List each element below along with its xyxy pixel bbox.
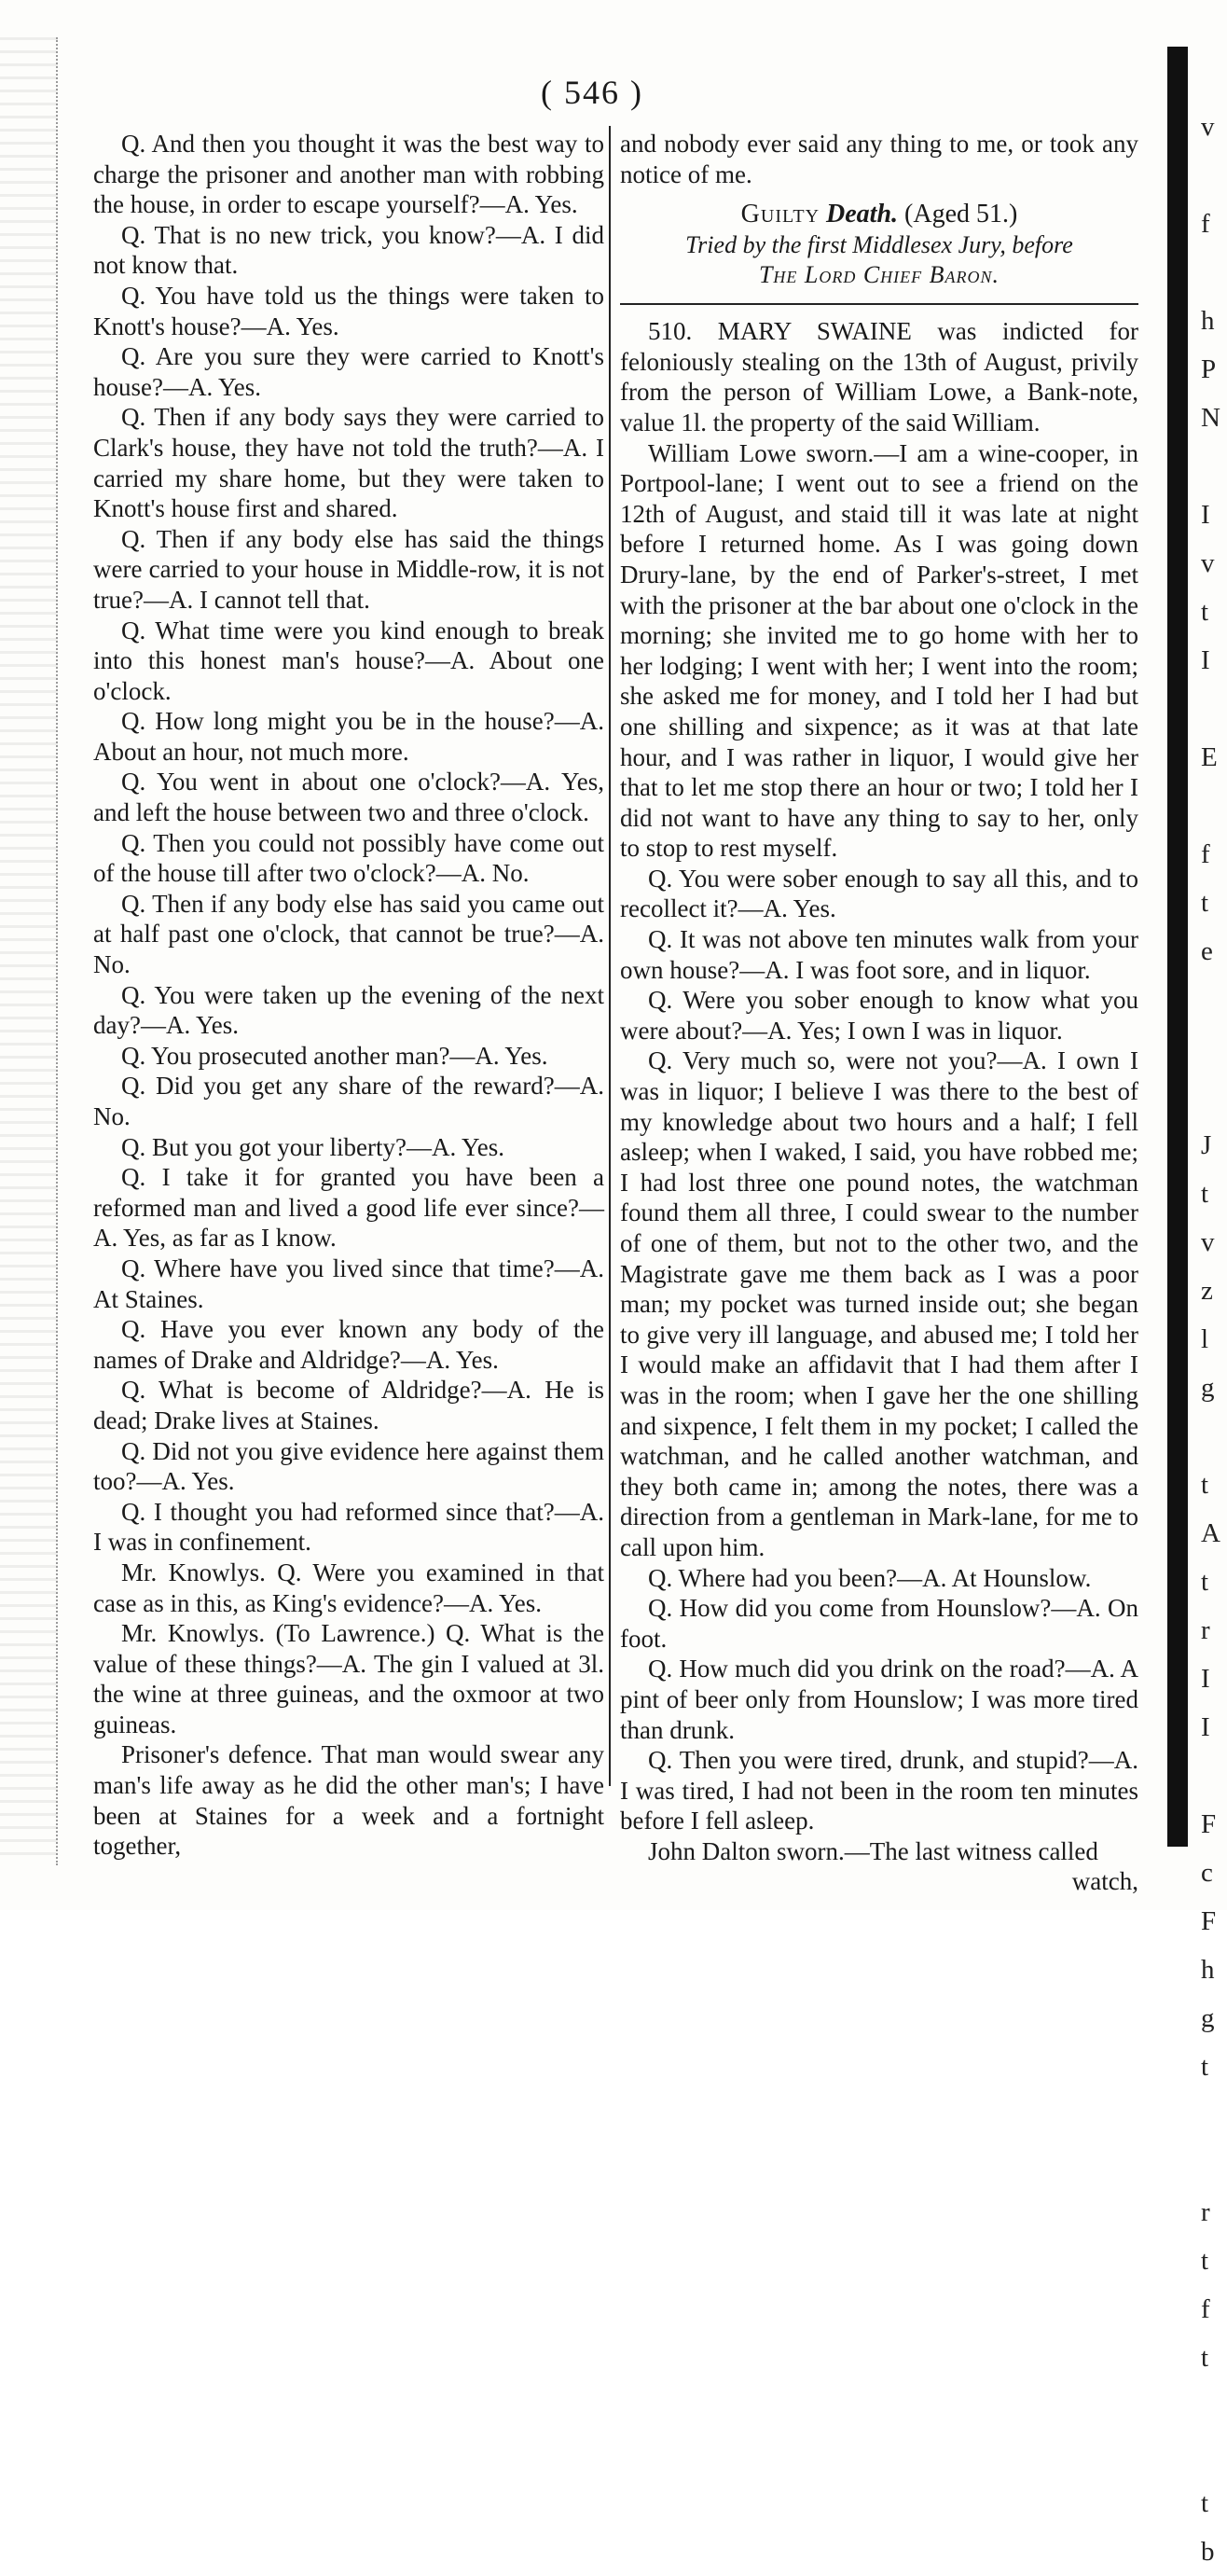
edge-fragment: A — [1201, 1518, 1220, 1548]
edge-fragment: l — [1201, 1324, 1209, 1354]
page-number: ( 546 ) — [541, 74, 643, 111]
paragraph: Mr. Knowlys. Q. Were you examined in that case as in this, as King's evidence?—A. Yes. — [93, 1558, 604, 1617]
catchword: watch, — [1071, 1867, 1138, 1896]
edge-fragment: e — [1201, 936, 1213, 966]
prisoner-age: (Aged 51.) — [904, 200, 1018, 229]
binding-rule — [1167, 47, 1188, 1847]
edge-fragment: J — [1201, 1130, 1212, 1160]
paragraph: Q. You were taken up the evening of the next day?—A. Yes. — [93, 980, 604, 1040]
edge-fragment — [1201, 1024, 1227, 1073]
verdict-sentence: Death. — [826, 200, 899, 229]
edge-fragment: t — [1201, 1470, 1209, 1500]
edge-fragment: h — [1201, 1955, 1215, 1985]
paragraph: Q. How long might you be in the house?—A. About an hour, not much more. — [93, 707, 604, 766]
left-column — [93, 129, 604, 1862]
paragraph: Q. Then if any body else has said the things were carried to your house in Middle-row, it is not true?—A. I cannot tell that. — [93, 524, 604, 614]
edge-fragment — [1201, 2382, 1227, 2431]
edge-fragment: E — [1201, 742, 1218, 772]
edge-fragment: v — [1201, 112, 1215, 142]
paragraph: Q. You went in about one o'clock?—A. Yes, and left the house between two and three o'clock. — [93, 768, 604, 827]
edge-fragment — [1201, 442, 1227, 491]
paragraph: Q. You were sober enough to say all this, and to recollect it?—A. Yes. — [620, 864, 1138, 923]
verdict-line — [620, 199, 1138, 230]
paragraph: Q. I take it for granted you have been a reformed man and lived a good life ever since?—A. Yes, as far as I know. — [93, 1163, 604, 1253]
paragraph: Mr. Knowlys. (To Lawrence.) Q. What is the value of these things?—A. The gin I valued at 3l. the wine at three guineas, and the oxmoor at two guineas. — [93, 1619, 604, 1738]
edge-fragment — [1201, 248, 1227, 297]
edge-fragment: c — [1201, 1858, 1213, 1888]
edge-fragment — [1201, 2140, 1227, 2188]
edge-fragment: t — [1201, 2343, 1209, 2373]
edge-fragment: t — [1201, 2488, 1209, 2518]
edge-fragment — [1201, 151, 1227, 200]
edge-fragment — [1201, 976, 1227, 1024]
edge-fragment: f — [1201, 2294, 1210, 2324]
edge-fragment: h — [1201, 306, 1215, 336]
edge-fragment: I — [1201, 645, 1210, 675]
edge-fragment: t — [1201, 1179, 1209, 1209]
paragraph: Q. You prosecuted another man?—A. Yes. — [121, 1041, 548, 1070]
paragraph: Prisoner's defence. That man would swear any man's life away as he did the other man's; I have been at Staines for a week and a fortnight together, — [93, 1740, 604, 1861]
edge-fragment: r — [1201, 2197, 1210, 2227]
edge-fragment: I — [1201, 1712, 1210, 1742]
edge-fragment: v — [1201, 1227, 1215, 1257]
edge-fragment: z — [1201, 1276, 1213, 1306]
edge-fragment — [1201, 1073, 1227, 1121]
next-page-edge — [1201, 103, 1227, 2567]
paragraph: Q. You have told us the things were taken to Knott's house?—A. Yes. — [93, 281, 604, 340]
column-divider — [609, 126, 611, 1786]
paragraph: Q. It was not above ten minutes walk from your own house?—A. I was foot sore, and in liquor. — [620, 925, 1138, 984]
edge-fragment: g — [1201, 1373, 1215, 1403]
paragraph: Q. How did you come from Hounslow?—A. On foot. — [620, 1594, 1138, 1653]
case-separator — [620, 303, 1138, 305]
right-column — [620, 129, 1138, 1897]
edge-fragment — [1201, 2431, 1227, 2479]
paragraph: Q. Then if any body else has said you came out at half past one o'clock, that cannot be true?—A. No. — [93, 889, 604, 979]
paragraph: Q. Were you sober enough to know what you were about?—A. Yes; I own I was in liquor. — [620, 986, 1138, 1045]
paragraph: Q. How much did you drink on the road?—A. A pint of beer only from Hounslow; I was more tired than drunk. — [620, 1655, 1138, 1744]
paragraph: Q. Then you were tired, drunk, and stupid?—A. I was tired, I had not been in the room ten minutes before I fell asleep. — [620, 1746, 1138, 1835]
edge-fragment — [1201, 685, 1227, 733]
edge-fragment: t — [1201, 1567, 1209, 1597]
paragraph: Q. Have you ever known any body of the names of Drake and Aldridge?—A. Yes. — [93, 1315, 604, 1374]
edge-fragment: t — [1201, 888, 1209, 918]
edge-fragment: N — [1201, 403, 1220, 433]
edge-fragment: I — [1201, 1664, 1210, 1694]
paragraph: Q. Then if any body says they were carried to Clark's house, they have not told the truth?—A. I carried my share home, but they were taken to Knott's house first and shared. — [93, 403, 604, 523]
edge-fragment: b — [1201, 2537, 1215, 2567]
paragraph: Q. What time were you kind enough to break into this honest man's house?—A. About one o'clock. — [93, 616, 604, 705]
trial-judge: The Lord Chief Baron. — [758, 261, 1000, 289]
edge-fragment: f — [1201, 839, 1210, 869]
paragraph: and nobody ever said any thing to me, or took any notice of me. — [620, 130, 1138, 188]
paragraph: Q. And then you thought it was the best way to charge the prisoner and another man with robbing the house, in order to escape yourself?—A. Yes. — [93, 130, 604, 219]
paragraph: Q. Did you get any share of the reward?—A. No. — [93, 1072, 604, 1130]
edge-fragment — [1201, 1412, 1227, 1461]
edge-fragment: I — [1201, 500, 1210, 530]
edge-fragment: r — [1201, 1615, 1210, 1645]
edge-fragment: F — [1201, 1809, 1217, 1839]
paragraph: Q. That is no new trick, you know?—A. I did not know that. — [93, 220, 604, 280]
edge-fragment — [1201, 2091, 1227, 2140]
paragraph: John Dalton sworn.—The last witness called — [648, 1836, 1098, 1865]
paragraph: Q. Then you could not possibly have come out of the house till after two o'clock?—A. No. — [93, 828, 604, 888]
edge-fragment: f — [1201, 209, 1210, 239]
paragraph: William Lowe sworn.—I am a wine-cooper, in Portpool-lane; I went out to see a friend on the 12th of August, and staid till it was late at night before I returned home. As I was going down Drury-lane, by the end of Parker's-street, I met with the prisoner at the bar about one o'clock in the morning; she invited me to go home with her to her lodging; I went with her; I went into the room; she asked me for money, and I told her I had but one shilling and sixpence; as it was at that late hour, and I was rather in liquor, I would give her that to let me stop there an hour or two; I told her I did not want to have any thing to say to her, only to stop to rest myself. — [620, 438, 1138, 863]
edge-fragment: P — [1201, 354, 1217, 384]
paragraph: Q. Where had you been?—A. At Hounslow. — [648, 1563, 1092, 1592]
edge-fragment — [1201, 1752, 1227, 1800]
edge-fragment: t — [1201, 2246, 1209, 2276]
paragraph: Q. Did not you give evidence here against them too?—A. Yes. — [93, 1436, 604, 1496]
edge-fragment: g — [1201, 2003, 1215, 2033]
trial-note: Tried by the first Middlesex Jury, before — [685, 231, 1073, 259]
edge-fragment — [1201, 782, 1227, 830]
binding-gutter — [0, 37, 58, 1865]
verdict-label: Guilty — [740, 200, 820, 229]
edge-fragment: F — [1201, 1906, 1217, 1936]
paragraph: Q. Where have you lived since that time?—A. At Staines. — [93, 1253, 604, 1313]
edge-fragment: v — [1201, 548, 1215, 578]
paragraph: Q. What is become of Aldridge?—A. He is dead; Drake lives at Staines. — [93, 1376, 604, 1434]
paragraph: Q. Very much so, were not you?—A. I own I was in liquor; I believe I was there to the best of my knowledge about two hours and a half; I fell asleep; when I waked, I said, you have robbed me; I had lost three one pound notes, the watchman found them all three, I could swear to the number of one of them, but not to the other two, and the Magistrate gave me them back as I was a poor man; my pocket was turned inside out; she began to give very ill language, and abused me; I told her I would make an affidavit that I had them after I was in the room; when I gave her the one shilling and sixpence, I felt them in my pocket; I called the watchman, and he called another watchman, and they both came in; among the notes, there was a direction from a gentleman in Mark-lane, for me to call upon him. — [620, 1046, 1138, 1561]
edge-fragment: t — [1201, 2052, 1209, 2082]
edge-fragment: t — [1201, 597, 1209, 627]
paragraph: Q. But you got your liberty?—A. Yes. — [121, 1132, 504, 1161]
paragraph: Q. I thought you had reformed since that?—A. I was in confinement. — [93, 1497, 604, 1557]
case-heading: 510. MARY SWAINE was indicted for feloniously stealing on the 13th of August, privily from the person of William Lowe, a Bank-note, value 1l. the property of the said William. — [620, 317, 1138, 436]
paragraph: Q. Are you sure they were carried to Knott's house?—A. Yes. — [93, 342, 604, 401]
